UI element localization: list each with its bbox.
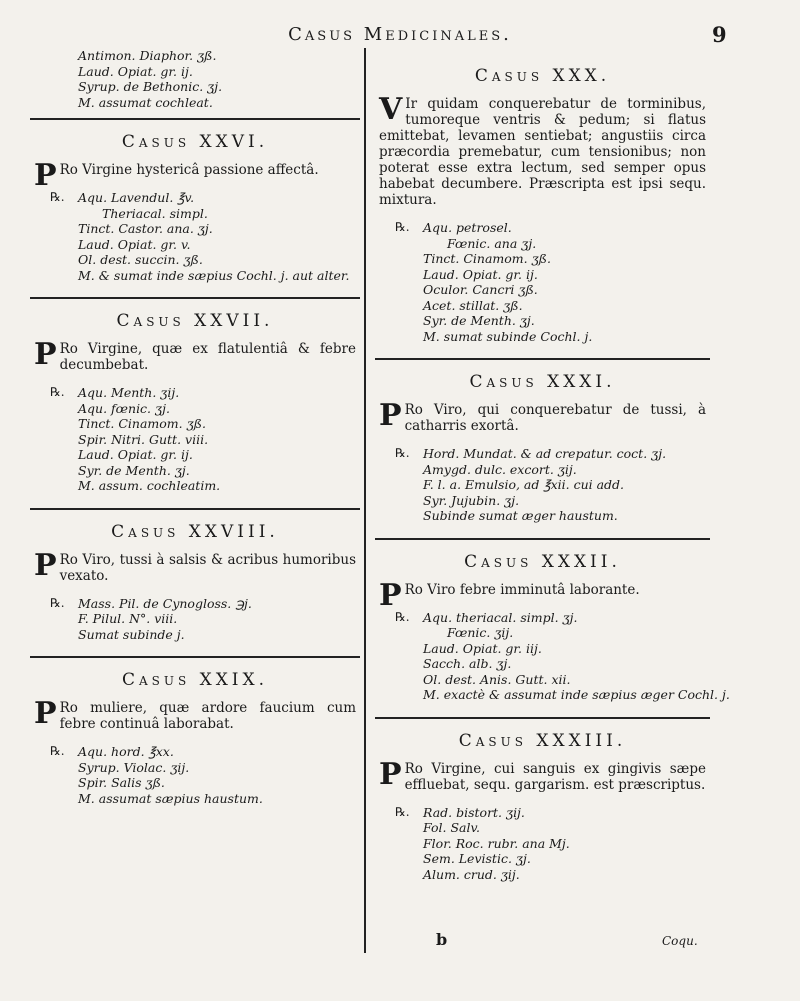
case-title: Casus XXXII.	[464, 551, 621, 572]
column-divider	[364, 48, 366, 953]
drop-cap: V	[379, 92, 403, 127]
rx-line: ℞. Aqu. hord. ℥xx.	[30, 744, 360, 760]
continued-prescription	[30, 48, 360, 110]
prescription	[375, 609, 730, 703]
rx-line: Tinct. Cinamom. ʒß.	[423, 251, 551, 266]
prescription	[30, 744, 360, 806]
rx-line: Spir. Salis ʒß.	[78, 775, 165, 790]
case-xxxiii	[375, 731, 710, 883]
rx-line: Subinde sumat æger haustum.	[423, 508, 618, 523]
drop-cap: P	[34, 337, 57, 372]
section-rule	[375, 358, 710, 360]
section-rule	[30, 656, 360, 658]
case-xxviii	[30, 522, 360, 643]
rx-line: M. sumat subinde Cochl. j.	[423, 328, 593, 344]
case-title: Casus XXXIII.	[458, 730, 627, 751]
prescription	[375, 805, 710, 883]
catchword: Coqu.	[662, 934, 698, 948]
rx-line: F. Pilul. N°. viii.	[78, 611, 178, 626]
drop-cap: P	[379, 756, 402, 792]
rx-line: Oculor. Cancri ʒß.	[423, 282, 538, 297]
intro-text: Ro muliere, quæ ardore faucium cum febre continuâ laborabat.	[59, 700, 356, 732]
intro-text: Ro Viro, qui conquerebatur de tussi, à catharris exortâ.	[404, 402, 706, 434]
running-title: Casus Medicinales.	[288, 24, 512, 45]
intro-text: Ir quidam conquerebatur de torminibus, tumoreque ventris & pedum; si flatus emittebat, levamen sentiebat; angustiis circa præcordia premebatur, cum tensionibus; non poterat esse extra lectum, sed semper opus habebat decumbere. Præscripta est ipsi sequ. mixtura.	[379, 96, 706, 208]
case-xxix	[30, 670, 360, 806]
intro-text: Ro Virgine hystericâ passione affectâ.	[59, 162, 319, 178]
rx-line: Syr. Jujubin. ʒj.	[423, 492, 520, 508]
case-xxxi	[375, 372, 710, 524]
rx-line: Aqu. fœnic. ʒj.	[78, 400, 170, 416]
prescription	[375, 446, 710, 524]
rx-line: Fol. Salv.	[423, 820, 481, 835]
rx-line: Spir. Nitri. Gutt. viii.	[78, 431, 209, 447]
rx-line: Laud. Opiat. gr. iij.	[423, 640, 542, 656]
rx-line: Ol. dest. succin. ʒß.	[78, 252, 203, 267]
prescription	[375, 220, 710, 344]
rx-line: Syr. de Menth. ʒj.	[423, 313, 535, 328]
rx-line: Acet. stillat. ʒß.	[423, 297, 523, 313]
intro-text: Ro Viro, tussi à salsis & acribus humoribus vexato.	[59, 551, 356, 584]
rx-line: Amygd. dulc. excort. ʒij.	[423, 461, 577, 477]
drop-cap: P	[379, 398, 402, 433]
section-rule	[375, 717, 710, 719]
rx-line: F. l. a. Emulsio, ad ℥xii. cui add.	[423, 477, 625, 492]
case-title: Casus XXVIII.	[111, 521, 279, 542]
drop-cap: P	[34, 696, 57, 731]
rx-line: M. & sumat inde sæpius Cochl. j. aut alter.	[78, 267, 350, 283]
rx-line: Laud. Opiat. gr. ij.	[78, 63, 193, 79]
rx-line: Laud. Opiat. gr. ij.	[423, 266, 538, 282]
case-xxvi	[30, 132, 360, 283]
rx-line: Fœnic. ana ʒj.	[447, 235, 537, 251]
rx-line: Fœnic. ʒij.	[447, 625, 514, 640]
rx-line: ℞. Hord. Mundat. & ad crepatur. coct. ʒj.	[375, 446, 710, 462]
rx-line: Ol. dest. Anis. Gutt. xii.	[423, 671, 571, 687]
intro-text: Ro Virgine, cui sanguis ex gingivis sæpe effluebat, sequ. gargarism. est præscriptus.	[404, 760, 706, 793]
rx-line: Sacch. alb. ʒj.	[423, 656, 512, 671]
case-xxvii	[30, 311, 360, 494]
intro-text: Ro Viro febre imminutâ laborante.	[404, 581, 640, 598]
prescription	[30, 385, 360, 494]
rx-line: ℞. Rad. bistort. ʒij.	[375, 805, 710, 821]
case-title: Casus XXVII.	[116, 311, 274, 331]
intro-text: Ro Virgine, quæ ex flatulentiâ & febre decumbebat.	[59, 341, 356, 373]
rx-line: Laud. Opiat. gr. ij.	[78, 447, 193, 462]
drop-cap: P	[379, 577, 402, 613]
rx-line: Alum. crud. ʒij.	[423, 866, 520, 882]
case-title: Casus XXX.	[474, 66, 611, 86]
right-column	[375, 48, 730, 896]
rx-line: Syr. de Menth. ʒj.	[78, 462, 190, 478]
case-intro	[34, 696, 356, 732]
case-title: Casus XXVI.	[121, 132, 269, 152]
drop-cap: P	[34, 158, 57, 193]
case-xxx	[375, 66, 710, 344]
case-xxxii	[375, 551, 730, 703]
rx-line: Laud. Opiat. gr. v.	[78, 236, 191, 252]
section-rule	[30, 118, 360, 120]
rx-line: Flor. Rос. rubr. ana Mj.	[423, 835, 570, 851]
case-intro	[379, 398, 706, 434]
rx-line: M. assumat cochleat.	[78, 94, 213, 110]
rx-line: ℞. Aqu. Menth. ʒij.	[30, 385, 360, 401]
case-title: Casus XXIX.	[121, 670, 269, 690]
rx-line: M. assum. cochleatim.	[78, 478, 221, 493]
section-rule	[375, 538, 710, 540]
case-intro	[34, 547, 356, 584]
rx-line: Sem. Levistic. ʒj.	[423, 851, 531, 866]
rx-line: M. assumat sæpius haustum.	[78, 790, 263, 806]
rx-line: ℞. Aqu. Lavendul. ℥v.	[30, 190, 360, 206]
case-intro	[34, 158, 356, 193]
drop-cap: P	[34, 547, 57, 583]
rx-line: M. exactè & assumat inde sæpius æger Cochl. j.	[423, 687, 730, 702]
rx-line: Theriacal. simpl.	[102, 205, 208, 221]
page-number: 9	[712, 22, 727, 47]
rx-line: ℞. Aqu. petrosel.	[375, 220, 710, 236]
case-title: Casus XXXI.	[469, 372, 616, 392]
rx-line: ℞. Mass. Pil. de Cynogloss. ℈j.	[30, 596, 360, 612]
case-intro	[379, 92, 706, 208]
rx-line: Sumat subinde j.	[78, 626, 185, 642]
left-column	[30, 48, 360, 820]
prescription	[30, 190, 360, 283]
signature-mark: b	[436, 930, 448, 949]
case-intro	[34, 337, 356, 373]
prescription	[30, 596, 360, 643]
rx-line: ℞. Aqu. theriacal. simpl. ʒj.	[375, 610, 710, 626]
rx-line: Syrup. Violac. ʒij.	[78, 759, 190, 775]
rx-line: Tinct. Cinamom. ʒß.	[78, 416, 206, 431]
rx-line: Antimon. Diaphor. ʒß.	[78, 48, 217, 63]
case-intro	[379, 577, 706, 613]
section-rule	[30, 297, 360, 299]
case-intro	[379, 756, 706, 793]
rx-line: Tinct. Castor. ana. ʒj.	[78, 221, 213, 236]
section-rule	[30, 508, 360, 510]
rx-line: Syrup. de Bethonic. ʒj.	[78, 79, 223, 94]
